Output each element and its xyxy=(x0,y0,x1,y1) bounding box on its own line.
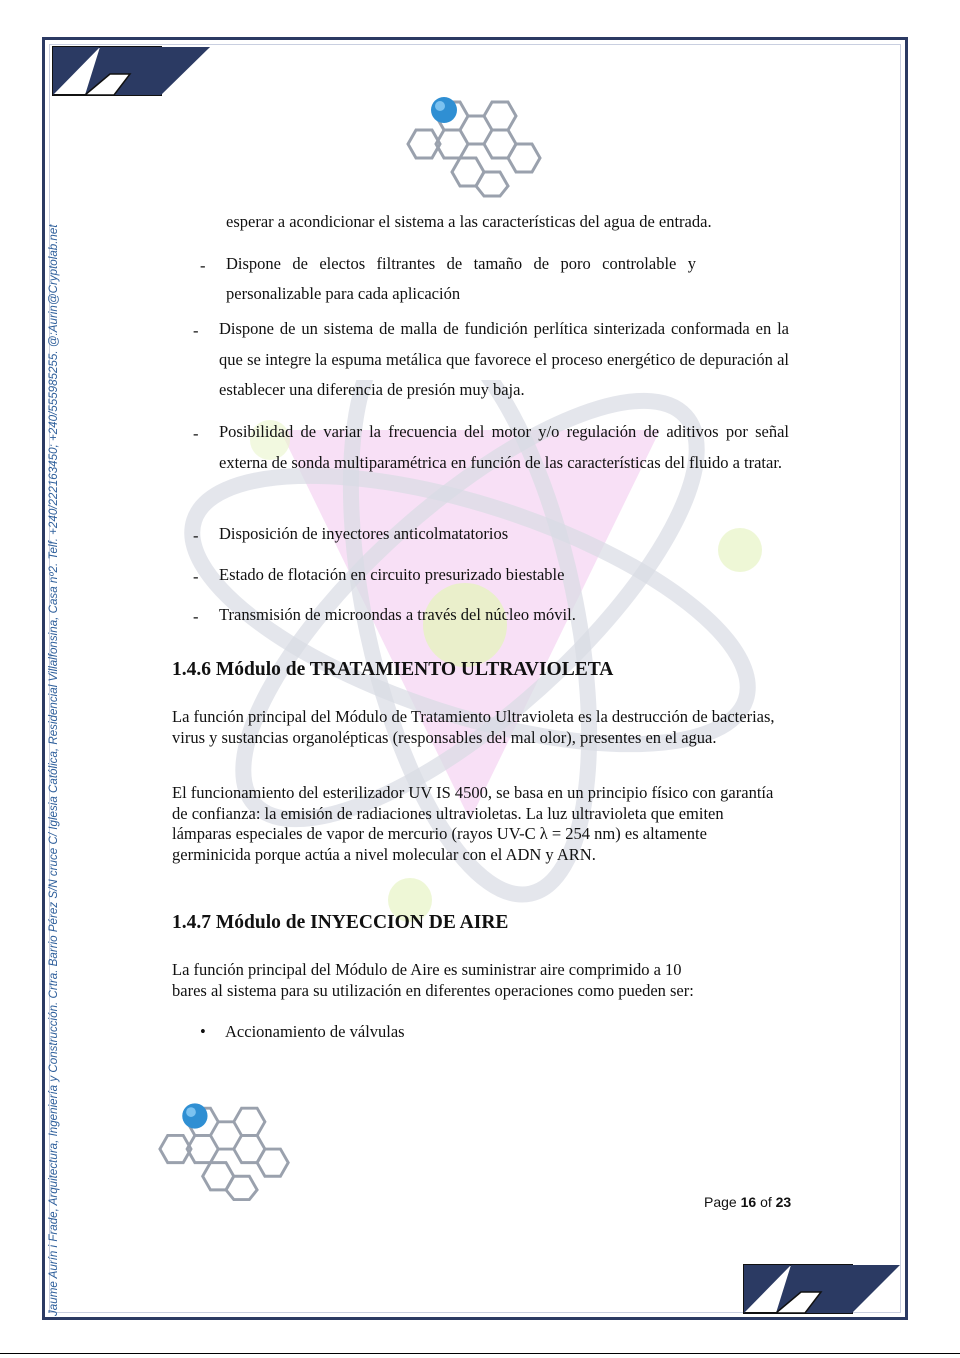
list-dash: - xyxy=(200,256,206,275)
list-dash: - xyxy=(193,424,199,443)
body-paragraph: La función principal del Módulo de Tratamiento Ultravioleta es la destrucción de bacterias, virus y sustancias organolépticas (responsables del mal olor), presentes en el agua. xyxy=(172,707,775,747)
list-item: Estado de flotación en circuito presurizado biestable xyxy=(219,565,565,584)
bottom-divider xyxy=(0,1353,960,1354)
section-heading: 1.4.6 Módulo de TRATAMIENTO ULTRAVIOLETA xyxy=(172,659,614,680)
list-item: Dispone de electos filtrantes de tamaño de poro controlable y xyxy=(226,254,696,273)
list-item: Posibilidad de variar la frecuencia del motor y/o regulación de aditivos por señal externa de sonda multiparamétrica en función de las características del fluido a tratar. xyxy=(219,422,789,472)
body-paragraph-line: bares al sistema para su utilización en diferentes operaciones como pueden ser: xyxy=(172,981,694,1000)
list-item: Dispone de un sistema de malla de fundición perlítica sinterizada conformada en la que se integre la espuma metálica que favorece el proceso energético de depuración al establecer una diferencia de presión muy baja. xyxy=(219,319,789,399)
of-label: of xyxy=(760,1194,772,1210)
bullet-icon: • xyxy=(200,1022,206,1041)
list-item: Accionamiento de válvulas xyxy=(225,1022,405,1041)
page-total: 23 xyxy=(775,1194,792,1210)
list-item: Disposición de inyectores anticolmatatorios xyxy=(219,524,509,543)
list-dash: - xyxy=(193,526,199,545)
page-current: 16 xyxy=(740,1194,757,1210)
list-item: Transmisión de microondas a través del núcleo móvil. xyxy=(219,605,576,624)
body-paragraph-line: La función principal del Módulo de Aire es suministrar aire comprimido a 10 xyxy=(172,960,682,979)
list-dash: - xyxy=(193,321,199,340)
page-label: Page xyxy=(704,1194,737,1210)
section-heading: 1.4.7 Módulo de INYECCION DE AIRE xyxy=(172,912,509,933)
side-contact-text: Jaume Aurín i Frade, Arquitectura, Ingeniería y Construcción. Crtra. Barrio Pérez S/N cruce C/ Iglesia Católica, Residencial Villalfonsina, Casa nº2. Telf. +240/222163450; +240/555985255. @:Aurin@Cryptolab.net xyxy=(47,224,60,1316)
page-number xyxy=(704,1194,791,1210)
body-paragraph: El funcionamiento del esterilizador UV IS 4500, se basa en un principio físico con garantía de confianza: la emisión de radiaciones ultravioletas. La luz ultravioleta que emiten lámparas especiales de vapor de mercurio (rayos UV-C λ = 254 nm) es altamente germinicida porque actúa a nivel molecular con el ADN y ARN. xyxy=(172,783,774,864)
list-dash: - xyxy=(193,607,199,626)
list-dash: - xyxy=(193,567,199,586)
list-item-continuation: personalizable para cada aplicación xyxy=(226,284,461,303)
body-paragraph: esperar a acondicionar el sistema a las características del agua de entrada. xyxy=(226,212,712,231)
